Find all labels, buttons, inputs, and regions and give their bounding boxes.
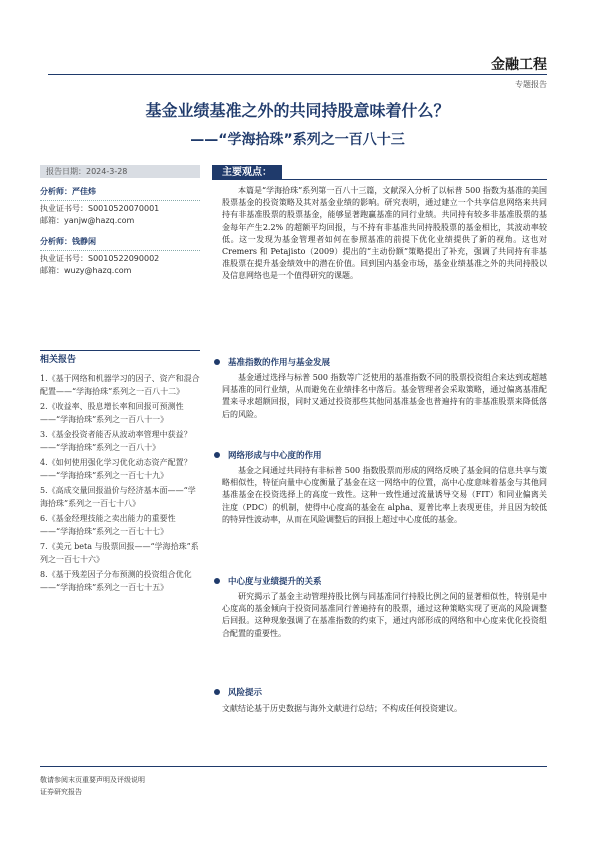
related-report-item[interactable]: 1.《基于网络和机器学习的因子、资产和混合配置——“学海拾珠”系列之一百八十二》 <box>40 374 200 396</box>
analyst-divider <box>40 200 200 201</box>
section-paragraph: 基金之间通过共同持有非标普 500 指数股票而形成的网络反映了基金间的信息共享与策略相似性，特征向量中心度衡量了基金在这一网络中的位置，高中心度意味着基金与其他同基准基金在投资选择上的高度一致性。这种一致性通过流量诱导交易（FIT）和同业偏离关注度（PDC）的机制，使得中心度高的基金在 alpha、夏普比率上表现更佳，并且因为较低的特异性波动率，从而在风险调整后的回报上超过中心度低的基金。 <box>222 466 547 524</box>
section-title <box>214 356 330 368</box>
analyst-name: 分析师：钱静闲 <box>40 237 96 246</box>
risk-title-text: 风险提示 <box>228 688 263 698</box>
section-title-text: 基准指数的作用与基金发展 <box>228 358 331 368</box>
related-divider <box>40 350 200 351</box>
bullet-icon <box>214 578 220 584</box>
section-paragraph: 基金通过选择与标普 500 指数等广泛使用的基准指数不同的股票投资组合来达到或超越同基准的同行业绩，从而避免在业绩排名中落后。基金管理者会采取策略，通过偏离基准配置来寻求超额回报，同时又通过投资那些其他同基准基金也普遍持有的非基准股票来降低落后的风险。 <box>222 373 547 419</box>
brand-label: 金融工程 <box>491 57 547 73</box>
analyst-license: 执业证书号：S0010520070001 <box>40 204 160 213</box>
related-report-item[interactable]: 6.《基金经理技能之卖出能力的重要性——“学海拾珠”系列之一百七十七》 <box>40 514 176 536</box>
related-report-item[interactable]: 3.《基金投资者能否从波动率管理中获益？——“学海拾珠”系列之一百八十》 <box>40 430 192 452</box>
footer-disclaimer[interactable]: 敬请参阅末页重要声明及评级说明 <box>40 776 145 784</box>
section-title <box>214 575 322 587</box>
bullet-icon <box>214 689 220 695</box>
analyst-name: 分析师：严佳炜 <box>40 187 96 196</box>
related-reports-list <box>40 372 202 596</box>
intro-paragraph: 本篇是“学海拾珠”系列第一百八十三篇，文献深入分析了以标普 500 指数为基准的美国股票基金的投资策略及其对基金业绩的影响。研究表明，通过建立一个共享信息网络来共同持有非基准股票的股票基金，能够显著跑赢基准的同行业绩。共同持有较多非基准股票的基金每年产生2.2% 的超额平均回报，与不持有非基准共同持股股票的基金相比，其波动率较低。这一发现为基金管理者如何在参照基准的前提下优化业绩提供了新的视角。这也对 Cremers 和 Petajisto（2009）提出的“主动份额”策略提出了补充，强调了共同持有非基准股票在提升基金绩效中的潜在价值。回到国内基金市场，基金业绩基准之外的共同持股以及信息网络也是一个值得研究的课题。 <box>222 186 547 281</box>
section-title <box>214 449 322 461</box>
page-title: 基金业绩基准之外的共同持股意味着什么？ <box>145 101 450 120</box>
report-type-label: 专题报告 <box>515 80 547 89</box>
risk-text: 文献结论基于历史数据与海外文献进行总结；不构成任何投资建议。 <box>222 704 462 713</box>
section-title-text: 中心度与业绩提升的关系 <box>228 577 322 587</box>
related-report-item[interactable]: 8.《基于残差因子分布预测的投资组合优化——“学海拾珠”系列之一百七十五》 <box>40 570 192 592</box>
section-title-text: 网络形成与中心度的作用 <box>228 451 322 461</box>
section-paragraph: 研究揭示了基金主动管理持股比例与同基准同行持股比例之间的显著相似性，特别是中心度高的基金倾向于投资同基准同行普遍持有的股票，通过这种策略实现了更高的风险调整后回报。这种现象强调了在基准指数的约束下，通过内部形成的网络和中心度来优化投资组合配置的重要性。 <box>222 592 547 638</box>
footer-report-label: 证券研究报告 <box>40 788 82 796</box>
related-report-item[interactable]: 4.《如何使用强化学习优化动态资产配置？——“学海拾珠”系列之一百七十九》 <box>40 458 192 480</box>
main-points-label: 主要观点： <box>212 165 282 180</box>
analyst-email[interactable]: 邮箱：wuzy@hazq.com <box>40 266 132 275</box>
analyst-email[interactable]: 邮箱：yanjw@hazq.com <box>40 216 135 225</box>
analyst-license: 执业证书号：S0010522090002 <box>40 254 160 263</box>
analyst-divider <box>40 250 200 251</box>
report-date: 报告日期：2024-3-28 <box>40 165 200 178</box>
related-report-item[interactable]: 5.《高成交量回报溢价与经济基本面——“学海拾珠”系列之一百七十八》 <box>40 486 196 508</box>
analyst-block-2 <box>40 236 200 277</box>
related-reports-title: 相关报告 <box>40 355 77 365</box>
related-report-item[interactable]: 2.《收益率、股息增长率和回报可预测性——“学海拾珠”系列之一百八十一》 <box>40 402 184 424</box>
bullet-icon <box>214 452 220 458</box>
risk-title <box>214 686 262 698</box>
analyst-block-1 <box>40 186 200 227</box>
main-points-rule <box>212 179 547 180</box>
related-report-item[interactable]: 7.《美元 beta 与股票回报——“学海拾珠”系列之一百七十六》 <box>40 542 199 564</box>
footer-divider <box>40 766 547 767</box>
page-subtitle: ——“学海拾珠”系列之一百八十三 <box>190 132 405 148</box>
main-points-header <box>212 165 547 180</box>
header-divider <box>48 74 547 75</box>
bullet-icon <box>214 359 220 365</box>
